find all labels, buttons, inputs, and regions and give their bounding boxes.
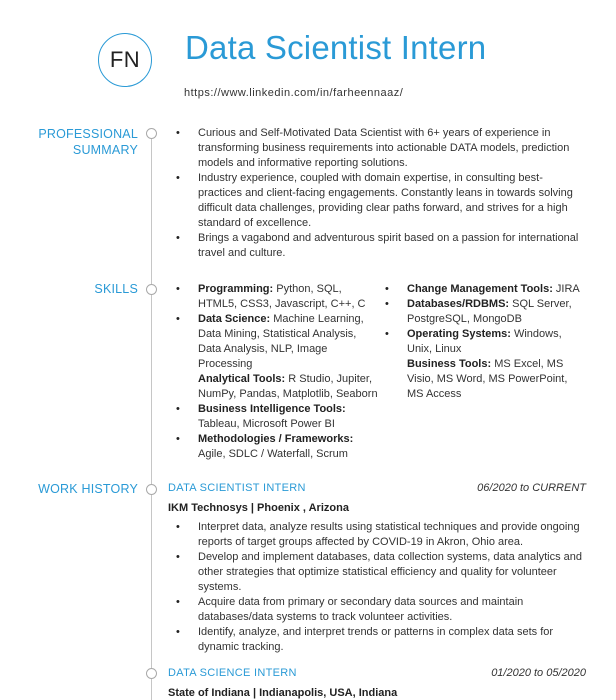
summary-list [172,126,582,261]
job-title: DATA SCIENTIST INTERN [168,482,306,494]
skill-item [172,312,380,372]
skills-list-left [172,282,380,462]
timeline-dot-summary [146,128,157,139]
skill-values: Tableau, Microsoft Power BI [198,418,335,430]
job-bullet: • Interpret data, analyze results using statistical techniques and provide ongoing reports of target groups affected by COVID-19 in Akron, Ohio area. [172,520,584,550]
skill-values: SQL Server, PostgreSQL, MongoDB [407,298,572,325]
skill-values: JIRA [552,283,580,295]
skill-item [381,357,586,402]
skill-item [172,402,380,432]
skill-values: Python, SQL, HTML5, CSS3, Javascript, C++, C [198,283,366,310]
skill-values: Agile, SDLC / Waterfall, Scrum [198,448,348,460]
timeline-dot-work [146,484,157,495]
job-bullet: • Acquire data from primary or secondary data sources and maintain databases/data systems to track volunteer activities. [172,595,584,625]
timeline-line [151,130,152,700]
initials-text: FN [109,47,141,72]
skill-item [172,372,380,402]
skill-item [172,432,380,462]
resume-title: Data Scientist Intern [185,29,487,66]
skill-values: Windows, Unix, Linux [407,328,562,355]
initials-monogram [98,33,152,87]
timeline-dot-job-2 [146,668,157,679]
skill-category: Operating Systems: [407,328,511,340]
skill-category: Analytical Tools: [198,373,286,385]
summary-item: • Curious and Self-Motivated Data Scientist with 6+ years of experience in transforming business requirements into actionable DATA models, prediction models and informative reporting solutions. [172,126,582,171]
skill-category: Business Intelligence Tools: [198,403,346,415]
timeline-dot-skills [146,284,157,295]
job-company: IKM Technosys | Phoenix , Arizona [168,502,349,514]
skill-values: MS Excel, MS Visio, MS Word, MS PowerPoint, MS Access [407,358,568,400]
summary-item: • Brings a vagabond and adventurous spirit based on a passion for international travel and culture. [172,231,582,261]
section-heading-work: WORK HISTORY [38,482,138,496]
skill-values: Machine Learning, Data Mining, Statistical Analysis, Data Analysis, NLP, Image Processing [198,313,364,370]
skill-item [172,282,380,312]
skill-category: Data Science: [198,313,271,325]
job-company: State of Indiana | Indianapolis, USA, Indiana [168,687,398,699]
job-dates: 01/2020 to 05/2020 [491,667,586,679]
skill-category: Change Management Tools: [407,283,553,295]
job-bullet: • Develop and implement databases, data collection systems, data analytics and other strategies that optimize statistical efficiency and quality for volunteer systems. [172,550,584,595]
job-dates: 06/2020 to CURRENT [477,482,586,494]
summary-item: • Industry experience, coupled with domain expertise, in consulting best-practices and client-facing engagements. Constantly leans in towards solving difficult data challenges, providing clear paths forward, and strives for a high standard of excellence. [172,171,582,231]
section-heading-skills: SKILLS [94,282,138,296]
section-heading-summary: PROFESSIONAL SUMMARY [38,127,138,157]
skill-category: Business Tools: [407,358,492,370]
skills-list-right [381,282,586,402]
job-title: DATA SCIENCE INTERN [168,667,297,679]
skill-category: Methodologies / Frameworks: [198,433,354,445]
skill-values: R Studio, Jupiter, NumPy, Pandas, Matplotlib, Seaborn [198,373,378,400]
skill-item [381,282,586,297]
skill-category: Databases/RDBMS: [407,298,510,310]
skill-item [381,327,586,357]
job-bullet: • Identify, analyze, and interpret trends or patterns in complex data sets for dynamic tracking. [172,625,584,655]
skill-category: Programming: [198,283,274,295]
job-bullets [172,520,584,655]
linkedin-link[interactable]: https://www.linkedin.com/in/farheennaaz/ [184,87,404,99]
skill-item [381,297,586,327]
